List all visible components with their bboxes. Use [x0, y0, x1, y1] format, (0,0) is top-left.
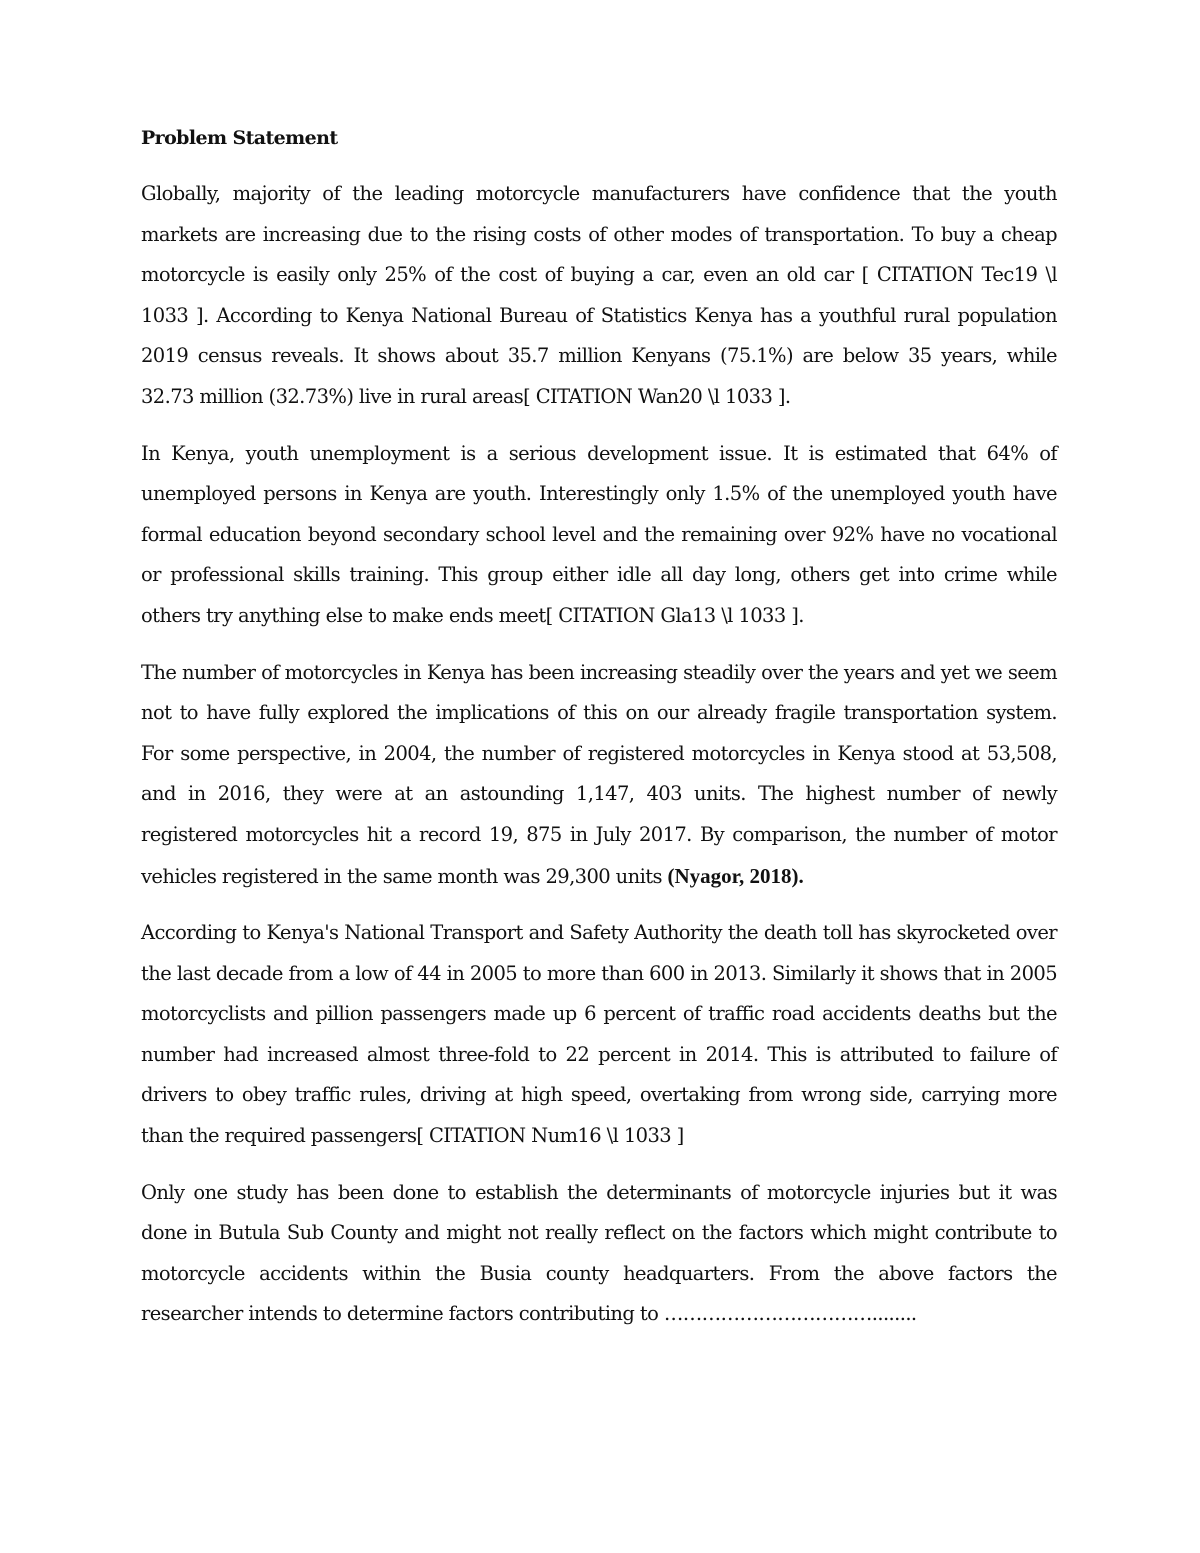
paragraph-3-text: The number of motorcycles in Kenya has been increasing steadily over the years and yet we seem not to have fully explored the implications of this on our already fragile transportation system. For some perspective, in 2004, the number of registered motorcycles in Kenya stood at 53,508, and in 2016, they were at an astounding 1,147, 403 units. The highest number of newly registered motorcycles hit a record 19, 875 in July 2017. By comparison, the number of motor vehicles registered in the same month was 29,300 units: [141, 660, 1057, 888]
paragraph-1-text: Globally, majority of the leading motorcycle manufacturers have confidence that the youth markets are increasing due to the rising costs of other modes of transportation. To buy a cheap motorcycle is easily only 25% of the cost of buying a car, even an old car [ CITATION Tec19 \l 1033 ]. According to Kenya National Bureau of Statistics Kenya has a youthful rural population 2019 census reveals. It shows about 35.7 million Kenyans (75.1%) are below 35 years, while 32.73 million (32.73%) live in rural areas[ CITATION Wan20 \l 1033 ].: [141, 182, 1057, 408]
paragraph-2: [141, 434, 1057, 637]
paragraph-3: [141, 653, 1057, 898]
paragraph-5-text: Only one study has been done to establish the determinants of motorcycle injuries but it was done in Butula Sub County and might not really reflect on the factors which might contribute to motorcycle accidents within the Busia county headquarters. From the above factors the researcher intends to determine factors contributing to ……………………………........: [141, 1180, 1057, 1326]
paragraph-4-text: According to Kenya's National Transport and Safety Authority the death toll has skyrocketed over the last decade from a low of 44 in 2005 to more than 600 in 2013. Similarly it shows that in 2005 motorcyclists and pillion passengers made up 6 percent of traffic road accidents deaths but the number had increased almost three-fold to 22 percent in 2014. This is attributed to failure of drivers to obey traffic rules, driving at high speed, overtaking from wrong side, carrying more than the required passengers[ CITATION Num16 \l 1033 ]: [141, 921, 1057, 1148]
paragraph-3-citation: (Nyagor, 2018).: [667, 863, 804, 888]
paragraph-4: [141, 913, 1057, 1157]
paragraph-5: [141, 1173, 1057, 1335]
paragraph-2-text: In Kenya, youth unemployment is a serious development issue. It is estimated that 64% of unemployed persons in Kenya are youth. Interestingly only 1.5% of the unemployed youth have formal education beyond secondary school level and the remaining over 92% have no vocational or professional skills training. This group either idle all day long, others get into crime while others try anything else to make ends meet[ CITATION Gla13 \l 1033 ].: [141, 441, 1057, 627]
page-title: Problem Statement: [141, 127, 338, 149]
document-body: [141, 118, 1057, 1351]
paragraph-1: [141, 174, 1057, 418]
